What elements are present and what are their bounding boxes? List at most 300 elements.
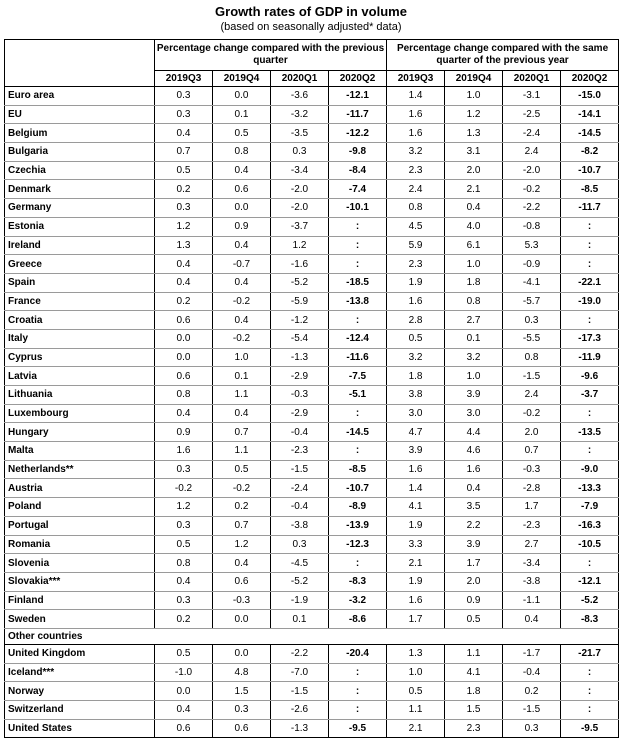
section-row — [5, 628, 619, 644]
country-name: Germany — [5, 199, 155, 218]
growth-value: -0.2 — [213, 479, 271, 498]
growth-value: 0.3 — [155, 460, 213, 479]
growth-value: -11.7 — [561, 199, 619, 218]
growth-value: 0.0 — [155, 348, 213, 367]
country-name: France — [5, 292, 155, 311]
growth-value: 0.9 — [155, 423, 213, 442]
growth-value: 0.5 — [387, 329, 445, 348]
growth-value: 2.0 — [445, 161, 503, 180]
growth-value: 1.1 — [387, 701, 445, 720]
table-row — [5, 498, 619, 517]
table-row — [5, 663, 619, 682]
growth-value: 0.3 — [503, 311, 561, 330]
country-name: Croatia — [5, 311, 155, 330]
growth-value: : — [329, 701, 387, 720]
growth-value: -2.2 — [271, 644, 329, 663]
table-row — [5, 367, 619, 386]
growth-value: -2.5 — [503, 105, 561, 124]
growth-value: 1.4 — [387, 87, 445, 106]
country-name: Estonia — [5, 217, 155, 236]
growth-value: : — [561, 236, 619, 255]
country-name: Belgium — [5, 124, 155, 143]
growth-value: -3.5 — [271, 124, 329, 143]
growth-value: -16.3 — [561, 516, 619, 535]
growth-value: 2.8 — [387, 311, 445, 330]
quarter-header: 2020Q2 — [329, 71, 387, 87]
growth-value: -8.6 — [329, 610, 387, 629]
growth-value: 0.2 — [155, 610, 213, 629]
country-name: Ireland — [5, 236, 155, 255]
growth-value: 0.4 — [213, 554, 271, 573]
growth-value: -10.7 — [561, 161, 619, 180]
growth-value: : — [329, 236, 387, 255]
growth-value: 0.4 — [155, 255, 213, 274]
group-header-prev-year: Percentage change compared with the same quarter of the previous year — [387, 40, 619, 71]
growth-value: -0.4 — [271, 423, 329, 442]
growth-value: 0.0 — [213, 644, 271, 663]
growth-value: 0.8 — [155, 386, 213, 405]
growth-value: 1.6 — [387, 591, 445, 610]
growth-value: 0.0 — [213, 610, 271, 629]
growth-value: -0.9 — [503, 255, 561, 274]
table-row — [5, 701, 619, 720]
growth-value: 0.4 — [155, 273, 213, 292]
growth-value: : — [329, 682, 387, 701]
growth-value: -3.1 — [503, 87, 561, 106]
growth-value: -1.3 — [271, 348, 329, 367]
growth-value: -3.8 — [271, 516, 329, 535]
growth-value: -5.9 — [271, 292, 329, 311]
growth-value: -0.2 — [213, 329, 271, 348]
quarter-header: 2019Q3 — [155, 71, 213, 87]
growth-value: -0.2 — [503, 180, 561, 199]
growth-value: -8.5 — [561, 180, 619, 199]
table-row — [5, 554, 619, 573]
growth-value: -7.9 — [561, 498, 619, 517]
growth-value: 4.7 — [387, 423, 445, 442]
country-name: Euro area — [5, 87, 155, 106]
country-name: Malta — [5, 442, 155, 461]
growth-value: -1.5 — [271, 460, 329, 479]
growth-value: : — [561, 554, 619, 573]
growth-value: 1.5 — [213, 682, 271, 701]
growth-value: 0.7 — [503, 442, 561, 461]
growth-value: : — [329, 255, 387, 274]
growth-value: -2.9 — [271, 404, 329, 423]
growth-value: : — [561, 217, 619, 236]
country-name: Luxembourg — [5, 404, 155, 423]
growth-value: 1.2 — [213, 535, 271, 554]
page-subtitle: (based on seasonally adjusted* data) — [220, 21, 402, 33]
growth-value: 0.9 — [213, 217, 271, 236]
country-name: Iceland*** — [5, 663, 155, 682]
growth-value: -4.1 — [503, 273, 561, 292]
country-name: United Kingdom — [5, 644, 155, 663]
growth-value: 1.3 — [387, 644, 445, 663]
growth-value: 4.8 — [213, 663, 271, 682]
growth-value: 1.1 — [213, 386, 271, 405]
growth-value: 0.8 — [445, 292, 503, 311]
growth-value: -1.6 — [271, 255, 329, 274]
growth-value: 0.6 — [155, 367, 213, 386]
table-row — [5, 535, 619, 554]
growth-value: 0.7 — [213, 516, 271, 535]
growth-value: : — [561, 663, 619, 682]
growth-value: -0.3 — [503, 460, 561, 479]
growth-value: -2.4 — [271, 479, 329, 498]
growth-value: : — [329, 442, 387, 461]
growth-value: -9.5 — [329, 719, 387, 738]
growth-value: 2.7 — [445, 311, 503, 330]
country-name: Cyprus — [5, 348, 155, 367]
growth-value: -5.5 — [503, 329, 561, 348]
growth-value: -5.2 — [561, 591, 619, 610]
growth-value: -2.4 — [503, 124, 561, 143]
growth-value: -9.6 — [561, 367, 619, 386]
growth-value: : — [329, 554, 387, 573]
country-name: Poland — [5, 498, 155, 517]
growth-value: -1.7 — [503, 644, 561, 663]
growth-value: -13.9 — [329, 516, 387, 535]
growth-value: 2.7 — [503, 535, 561, 554]
table-row — [5, 442, 619, 461]
growth-value: 0.1 — [271, 610, 329, 629]
growth-value: -0.4 — [271, 498, 329, 517]
growth-value: 1.8 — [445, 682, 503, 701]
growth-value: 0.3 — [271, 535, 329, 554]
growth-value: -1.0 — [155, 663, 213, 682]
growth-value: 3.9 — [445, 386, 503, 405]
table-row — [5, 479, 619, 498]
country-name: Norway — [5, 682, 155, 701]
growth-value: -12.1 — [329, 87, 387, 106]
growth-value: 1.9 — [387, 572, 445, 591]
growth-value: -10.5 — [561, 535, 619, 554]
growth-value: 3.0 — [445, 404, 503, 423]
growth-value: -3.4 — [503, 554, 561, 573]
growth-value: 0.0 — [213, 87, 271, 106]
growth-value: 0.2 — [155, 292, 213, 311]
growth-value: -10.7 — [329, 479, 387, 498]
growth-value: 0.8 — [155, 554, 213, 573]
growth-value: -11.9 — [561, 348, 619, 367]
country-name: Spain — [5, 273, 155, 292]
growth-value: 0.1 — [213, 367, 271, 386]
growth-value: 4.6 — [445, 442, 503, 461]
growth-value: 4.5 — [387, 217, 445, 236]
growth-value: 0.0 — [155, 682, 213, 701]
growth-value: 1.6 — [155, 442, 213, 461]
growth-value: 2.0 — [503, 423, 561, 442]
growth-value: -5.2 — [271, 572, 329, 591]
table-row — [5, 682, 619, 701]
growth-value: 0.3 — [155, 105, 213, 124]
table-row — [5, 386, 619, 405]
growth-value: -9.0 — [561, 460, 619, 479]
growth-value: -18.5 — [329, 273, 387, 292]
table-body — [5, 87, 619, 738]
growth-value: -0.2 — [213, 292, 271, 311]
growth-value: 1.6 — [387, 105, 445, 124]
growth-value: 0.3 — [271, 143, 329, 162]
country-name: Greece — [5, 255, 155, 274]
page-title: Growth rates of GDP in volume — [215, 4, 407, 19]
country-name: Denmark — [5, 180, 155, 199]
growth-value: -1.3 — [271, 719, 329, 738]
table-row — [5, 610, 619, 629]
growth-value: 0.5 — [213, 460, 271, 479]
growth-value: 0.5 — [155, 535, 213, 554]
growth-value: 0.5 — [445, 610, 503, 629]
growth-value: -19.0 — [561, 292, 619, 311]
table-row — [5, 329, 619, 348]
growth-value: 0.4 — [213, 161, 271, 180]
growth-value: 1.0 — [387, 663, 445, 682]
growth-value: -5.7 — [503, 292, 561, 311]
growth-value: 0.4 — [445, 199, 503, 218]
growth-value: 1.2 — [271, 236, 329, 255]
growth-value: 3.0 — [387, 404, 445, 423]
growth-value: -14.5 — [561, 124, 619, 143]
growth-value: -8.2 — [561, 143, 619, 162]
table-row — [5, 143, 619, 162]
growth-value: -20.4 — [329, 644, 387, 663]
growth-value: -0.3 — [271, 386, 329, 405]
country-name: Latvia — [5, 367, 155, 386]
growth-value: -2.9 — [271, 367, 329, 386]
table-row — [5, 255, 619, 274]
growth-value: : — [329, 311, 387, 330]
growth-value: 0.5 — [213, 124, 271, 143]
growth-value: 1.9 — [387, 516, 445, 535]
growth-value: -1.1 — [503, 591, 561, 610]
growth-value: 2.3 — [387, 161, 445, 180]
growth-value: 2.1 — [387, 554, 445, 573]
growth-value: 3.9 — [387, 442, 445, 461]
growth-value: 0.3 — [155, 591, 213, 610]
growth-value: 0.1 — [445, 329, 503, 348]
growth-value: -0.8 — [503, 217, 561, 236]
growth-value: 1.5 — [445, 701, 503, 720]
growth-value: -3.2 — [271, 105, 329, 124]
growth-value: -3.7 — [561, 386, 619, 405]
table-row — [5, 348, 619, 367]
country-name: Finland — [5, 591, 155, 610]
growth-value: 0.6 — [213, 180, 271, 199]
growth-value: 3.3 — [387, 535, 445, 554]
country-name: Austria — [5, 479, 155, 498]
growth-value: -8.3 — [329, 572, 387, 591]
growth-value: 0.3 — [213, 701, 271, 720]
growth-value: -5.2 — [271, 273, 329, 292]
table-row — [5, 460, 619, 479]
growth-value: -1.5 — [503, 367, 561, 386]
growth-value: -0.3 — [213, 591, 271, 610]
growth-value: 0.3 — [503, 719, 561, 738]
growth-value: 0.4 — [445, 479, 503, 498]
growth-value: 0.9 — [445, 591, 503, 610]
growth-value: -3.7 — [271, 217, 329, 236]
growth-value: 0.1 — [213, 105, 271, 124]
growth-value: 4.1 — [445, 663, 503, 682]
table-row — [5, 404, 619, 423]
growth-value: 1.4 — [387, 479, 445, 498]
growth-value: 0.3 — [155, 516, 213, 535]
growth-value: -7.0 — [271, 663, 329, 682]
growth-value: 1.6 — [387, 292, 445, 311]
growth-value: -1.2 — [271, 311, 329, 330]
growth-value: : — [561, 311, 619, 330]
growth-value: 0.8 — [503, 348, 561, 367]
growth-value: 4.1 — [387, 498, 445, 517]
table-row — [5, 161, 619, 180]
growth-value: 1.1 — [445, 644, 503, 663]
growth-value: 1.8 — [387, 367, 445, 386]
growth-value: 0.6 — [155, 311, 213, 330]
growth-value: -3.6 — [271, 87, 329, 106]
growth-value: 1.0 — [445, 87, 503, 106]
growth-value: 0.7 — [155, 143, 213, 162]
table-row — [5, 292, 619, 311]
growth-value: 0.0 — [213, 199, 271, 218]
growth-value: 0.4 — [155, 572, 213, 591]
growth-value: -1.5 — [503, 701, 561, 720]
growth-value: 1.9 — [387, 273, 445, 292]
growth-value: -12.4 — [329, 329, 387, 348]
growth-value: 1.7 — [503, 498, 561, 517]
country-name: Czechia — [5, 161, 155, 180]
growth-value: 2.1 — [445, 180, 503, 199]
country-name: Switzerland — [5, 701, 155, 720]
country-name: Slovenia — [5, 554, 155, 573]
growth-value: -8.9 — [329, 498, 387, 517]
country-name: Romania — [5, 535, 155, 554]
growth-value: 1.6 — [445, 460, 503, 479]
growth-value: 2.4 — [503, 143, 561, 162]
growth-value: -9.5 — [561, 719, 619, 738]
growth-value: : — [329, 663, 387, 682]
growth-value: 0.4 — [213, 404, 271, 423]
growth-value: 3.2 — [387, 348, 445, 367]
growth-value: 2.4 — [503, 386, 561, 405]
country-name: Lithuania — [5, 386, 155, 405]
growth-value: 2.1 — [387, 719, 445, 738]
growth-value: 0.4 — [213, 311, 271, 330]
growth-value: 0.8 — [213, 143, 271, 162]
table-row — [5, 644, 619, 663]
growth-value: 0.4 — [155, 701, 213, 720]
growth-value: 1.3 — [445, 124, 503, 143]
growth-value: 1.3 — [155, 236, 213, 255]
growth-value: 3.1 — [445, 143, 503, 162]
growth-value: 6.1 — [445, 236, 503, 255]
growth-value: : — [329, 217, 387, 236]
growth-value: -2.0 — [271, 180, 329, 199]
growth-value: 1.6 — [387, 460, 445, 479]
quarter-header: 2020Q2 — [561, 71, 619, 87]
table-row — [5, 236, 619, 255]
growth-value: 3.9 — [445, 535, 503, 554]
table-row — [5, 273, 619, 292]
growth-value: 2.2 — [445, 516, 503, 535]
table-row — [5, 124, 619, 143]
growth-value: -4.5 — [271, 554, 329, 573]
growth-value: 0.5 — [387, 682, 445, 701]
country-name: Sweden — [5, 610, 155, 629]
growth-value: 0.4 — [213, 273, 271, 292]
growth-value: 1.2 — [445, 105, 503, 124]
growth-value: 0.5 — [155, 644, 213, 663]
growth-value: 1.1 — [213, 442, 271, 461]
growth-value: 2.0 — [445, 572, 503, 591]
growth-value: -8.4 — [329, 161, 387, 180]
table-row — [5, 180, 619, 199]
table-row — [5, 591, 619, 610]
section-label: Other countries — [5, 628, 619, 644]
growth-value: -12.2 — [329, 124, 387, 143]
table-row — [5, 719, 619, 738]
growth-value: 0.3 — [155, 199, 213, 218]
growth-value: 0.0 — [155, 329, 213, 348]
growth-value: 1.0 — [213, 348, 271, 367]
growth-value: 1.0 — [445, 367, 503, 386]
growth-value: 1.2 — [155, 217, 213, 236]
country-name: United States — [5, 719, 155, 738]
growth-value: 5.9 — [387, 236, 445, 255]
growth-value: -21.7 — [561, 644, 619, 663]
growth-value: 3.5 — [445, 498, 503, 517]
growth-value: 0.6 — [213, 719, 271, 738]
growth-value: -8.5 — [329, 460, 387, 479]
growth-value: -14.5 — [329, 423, 387, 442]
growth-value: 3.8 — [387, 386, 445, 405]
table-row — [5, 105, 619, 124]
growth-value: -1.5 — [271, 682, 329, 701]
growth-value: -5.1 — [329, 386, 387, 405]
growth-value: -1.9 — [271, 591, 329, 610]
growth-value: -2.0 — [271, 199, 329, 218]
quarter-header: 2019Q4 — [445, 71, 503, 87]
growth-value: 3.2 — [387, 143, 445, 162]
growth-value: : — [561, 442, 619, 461]
growth-value: 0.4 — [155, 404, 213, 423]
table-row — [5, 516, 619, 535]
growth-value: -12.1 — [561, 572, 619, 591]
growth-value: -9.8 — [329, 143, 387, 162]
country-name: Netherlands** — [5, 460, 155, 479]
growth-value: -3.8 — [503, 572, 561, 591]
growth-value: -13.8 — [329, 292, 387, 311]
growth-value: 2.4 — [387, 180, 445, 199]
table-row — [5, 572, 619, 591]
country-name: EU — [5, 105, 155, 124]
growth-value: -13.5 — [561, 423, 619, 442]
growth-value: 0.2 — [213, 498, 271, 517]
country-name: Portugal — [5, 516, 155, 535]
table-row — [5, 423, 619, 442]
growth-value: -14.1 — [561, 105, 619, 124]
growth-value: -10.1 — [329, 199, 387, 218]
growth-value: 0.2 — [155, 180, 213, 199]
quarter-header: 2019Q4 — [213, 71, 271, 87]
growth-value: -2.8 — [503, 479, 561, 498]
country-name: Bulgaria — [5, 143, 155, 162]
growth-value: 4.4 — [445, 423, 503, 442]
growth-value: -15.0 — [561, 87, 619, 106]
growth-value: 1.6 — [387, 124, 445, 143]
country-name: Hungary — [5, 423, 155, 442]
growth-value: -13.3 — [561, 479, 619, 498]
